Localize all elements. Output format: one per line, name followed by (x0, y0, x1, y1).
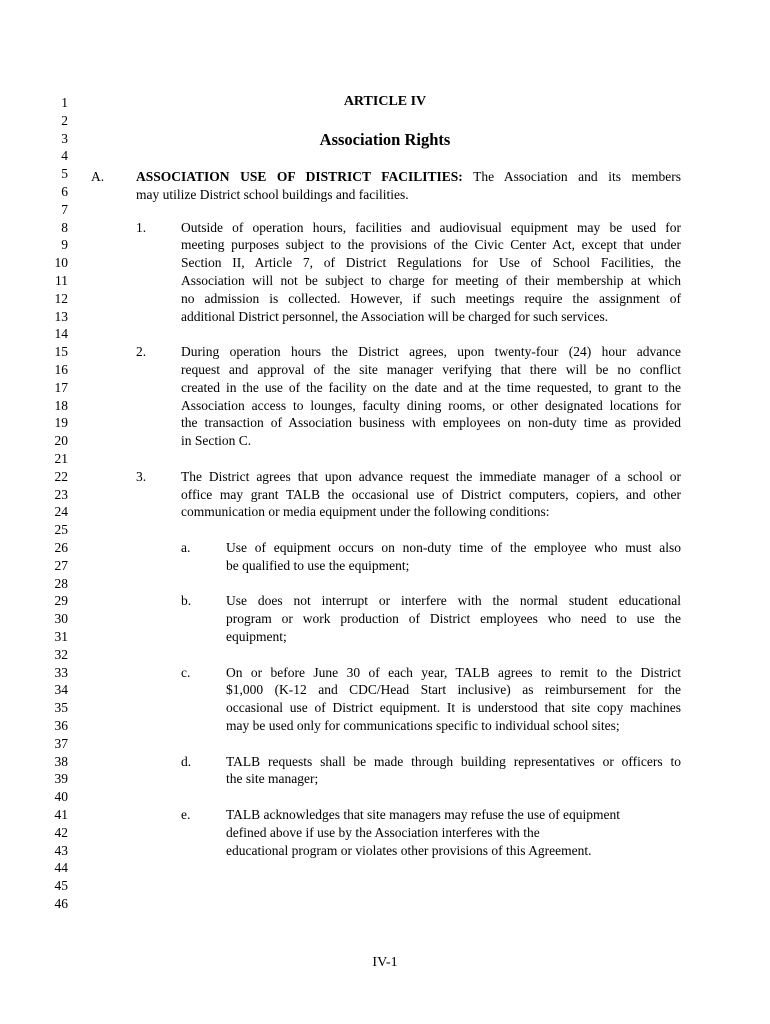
line-number: 30 (54, 611, 68, 627)
item-text-line: During operation hours the District agrees, upon twenty-four (24) hour advance (181, 344, 681, 360)
item-text-line: Association access to lounges, faculty dining rooms, or other designated locations for (181, 397, 681, 413)
item-marker: 1. (136, 219, 147, 235)
item-text-line: Association will not be subject to charge for meeting of their membership at which (181, 273, 681, 288)
line-number: 5 (61, 166, 68, 182)
item-text-line: created in the use of the facility on the date and at the time requested, to grant to the (181, 379, 681, 395)
line-number: 42 (54, 824, 68, 840)
line-number: 3 (61, 130, 68, 146)
line-number: 22 (54, 468, 68, 484)
line-number: 13 (54, 308, 68, 324)
line-number: 29 (54, 593, 68, 609)
line-number: 8 (61, 219, 68, 235)
line-number: 46 (54, 896, 68, 911)
line-number: 27 (54, 557, 68, 573)
item-text-line: the transaction of Association business with employees on non-duty time as provided (181, 415, 681, 431)
subitem-text-line: TALB acknowledges that site managers may refuse the use of equipment (226, 807, 621, 822)
line-number: 1 (61, 95, 68, 110)
item-text-line: communication or media equipment under the following conditions: (181, 504, 550, 520)
subitem-marker: e. (181, 807, 191, 822)
line-number: 37 (54, 735, 68, 751)
item-text-line: Section II, Article 7, of District Regulations for Use of School Facilities, the (181, 255, 681, 271)
line-number: 38 (54, 753, 68, 769)
line-number: 7 (61, 201, 68, 217)
page-number-footer: IV-1 (372, 955, 398, 970)
subitem-marker: c. (181, 664, 191, 680)
item-text-line: meeting purposes subject to the provisions of the Civic Center Act, except that under (181, 237, 681, 253)
line-number: 23 (54, 486, 68, 502)
line-number: 28 (54, 575, 68, 591)
line-number: 2 (61, 112, 68, 128)
subitem-marker: b. (181, 593, 192, 609)
subitem-text-line: the site manager; (226, 771, 319, 787)
line-number: 4 (61, 148, 68, 164)
line-number: 25 (54, 522, 68, 538)
line-number: 14 (54, 326, 68, 342)
subitem-marker: a. (181, 540, 191, 555)
subitem-text-line: program or work production of District employees who need to use the (226, 611, 681, 627)
section-a-heading: ASSOCIATION USE OF DISTRICT FACILITIES: (136, 169, 463, 184)
section-a-heading-rest: The Association and its members (462, 169, 681, 184)
subitem-text-line: Use does not interrupt or interfere with the normal student educational (226, 593, 681, 609)
item-marker: 3. (136, 468, 147, 484)
line-number: 11 (55, 273, 68, 288)
item-text-line: no admission is collected. However, if such meetings require the assignment of (181, 290, 681, 306)
line-number: 15 (54, 344, 68, 360)
line-number: 19 (54, 415, 68, 431)
line-number: 44 (54, 860, 68, 876)
line-number: 31 (54, 629, 68, 644)
line-number: 6 (61, 184, 68, 199)
line-number: 9 (61, 237, 68, 253)
item-text-line: in Section C. (181, 433, 252, 449)
item-text-line: The District agrees that upon advance request the immediate manager of a school or (181, 468, 681, 484)
subitem-text-line: may be used only for communications specific to individual school sites; (226, 718, 620, 733)
line-number: 26 (54, 540, 68, 555)
subitem-text-line: On or before June 30 of each year, TALB agrees to remit to the District (226, 664, 681, 680)
line-number: 20 (54, 433, 68, 449)
line-number: 43 (54, 842, 68, 858)
subitem-text-line: $1,000 (K-12 and CDC/Head Start inclusive) as reimbursement for the (226, 682, 681, 698)
item-text-line: request and approval of the site manager verifying that there will be no conflict (181, 362, 681, 377)
line-number: 35 (54, 700, 68, 716)
line-number: 16 (54, 362, 68, 377)
subitem-text-line: be qualified to use the equipment; (226, 557, 410, 573)
subitem-marker: d. (181, 753, 192, 769)
line-number: 21 (54, 451, 68, 466)
section-a-marker: A. (91, 169, 105, 184)
line-number: 18 (54, 397, 68, 413)
line-number: 39 (54, 771, 68, 787)
section-a-line-1 (136, 168, 681, 186)
section-a-line-2: may utilize District school buildings and facilities. (136, 187, 409, 202)
article-heading: ARTICLE IV (343, 94, 427, 109)
line-number: 32 (54, 646, 68, 662)
line-number: 45 (54, 878, 68, 894)
subitem-text-line: equipment; (226, 629, 287, 644)
line-number: 36 (54, 718, 68, 733)
item-text-line: additional District personnel, the Association will be charged for such services. (181, 308, 609, 324)
subitem-text-line: defined above if use by the Association interferes with the (226, 824, 540, 840)
subitem-text-line: TALB requests shall be made through building representatives or officers to (226, 753, 681, 769)
line-number: 24 (54, 504, 68, 520)
subitem-text-line: occasional use of District equipment. It is understood that site copy machines (226, 700, 681, 716)
line-number: 12 (54, 290, 68, 306)
subitem-text-line: Use of equipment occurs on non-duty time of the employee who must also (226, 540, 681, 555)
line-number: 34 (54, 682, 68, 698)
line-number: 17 (54, 379, 68, 395)
item-text-line: office may grant TALB the occasional use of District computers, copiers, and other (181, 486, 681, 502)
line-number: 40 (54, 789, 68, 805)
item-marker: 2. (136, 344, 147, 360)
line-number: 10 (54, 255, 68, 271)
page-title: Association Rights (319, 130, 451, 149)
item-text-line: Outside of operation hours, facilities and audiovisual equipment may be used for (181, 219, 681, 235)
line-number: 33 (54, 664, 68, 680)
subitem-text-line: educational program or violates other provisions of this Agreement. (226, 842, 592, 858)
line-number: 41 (54, 807, 68, 822)
